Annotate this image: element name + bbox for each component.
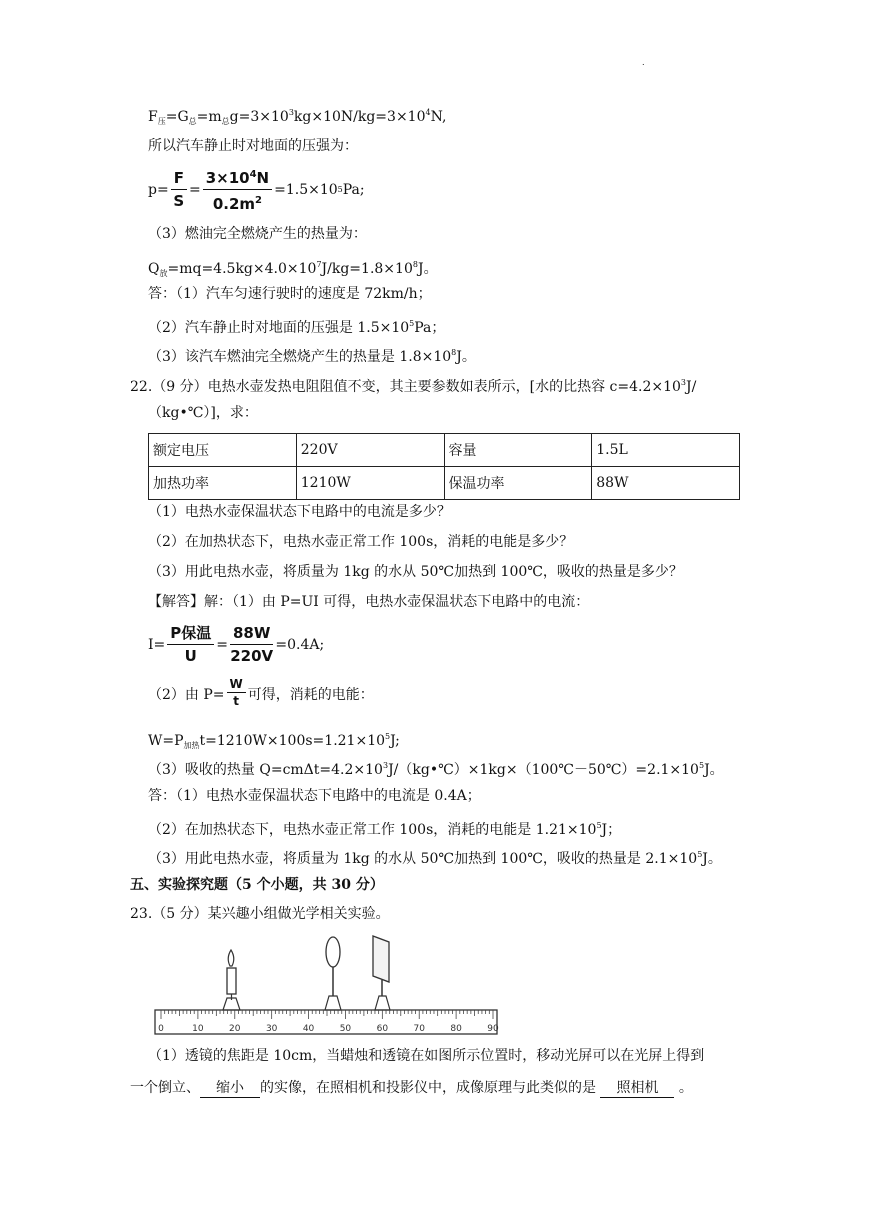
fraction-power-over-voltage: $\frac{\text{P保温}}{U}$ [167,622,214,667]
ruler-label: 30 [265,1024,278,1034]
q23-sub1-line-1: （1）透镜的焦距是 10cm，当蜡烛和透镜在如图所示位置时，移动光屏可以在光屏上得到 [148,1048,705,1064]
lens-icon [325,937,341,1010]
q23-sub1-line-2: 一个倒立、 缩小 的实像，在照相机和投影仪中，成像原理与此类似的是 照相机 。 [130,1080,693,1096]
ruler [155,1010,499,1034]
heat-intro: （3）燃油完全燃烧产生的热量为： [148,226,367,242]
table-cell: 加热功率 [149,467,297,500]
energy-formula-intro: （2）由 P= $\frac{W}{t}$ 可得，消耗的电能： [148,677,374,708]
q22-answer-1: 答：（1）电热水壶保温状态下电路中的电流是 0.4A； [148,788,481,804]
table-cell: 容量 [444,434,592,467]
q23-stem: 23.（5 分）某兴趣小组做光学相关实验。 [130,906,390,922]
screen-icon [373,936,390,1010]
kettle-parameter-table [148,433,740,500]
ruler-label: 40 [302,1024,315,1034]
answer-line-3: （3）该汽车燃油完全燃烧产生的热量是 $1.8\times 10^8J$。 [148,348,476,365]
section-heading: 五、实验探究题（5 个小题，共 30 分） [130,877,384,893]
pressure-intro: 所以汽车静止时对地面的压强为： [148,138,358,154]
answer-line-2: （2）汽车静止时对地面的压强是 $1.5\times 10^5Pa$； [148,319,446,336]
table-row [149,434,740,467]
force-equation: $F_压=G_总=m_总g=3\times 10^3kg\times 10N/kg=3\times 10^4N$, [148,108,447,126]
fraction-force-over-area: $\frac{3\times 10^4N}{0.2m^2}$ [203,164,272,215]
table-cell: 88W [592,467,740,500]
ruler-label: 70 [413,1024,425,1034]
energy-equation: $W=P_{加热}t=1210W\times 100s=1.21\times 10^5J$; [148,732,400,750]
table-cell: 额定电压 [149,434,297,467]
heat-absorbed-equation: （3）吸收的热量 $Q=cm\Delta t=4.2\times 10^3J/(kg•℃)\times 1kg\times(100℃-50℃)=2.1\times 10^5J$。 [148,761,724,778]
candle-icon [223,950,240,1010]
ruler-label: 0 [158,1024,164,1034]
optical-bench-figure [153,930,503,1040]
q22-answer-2: （2）在加热状态下，电热水壶正常工作 100s，消耗的电能是 $1.21\times 10^5J$； [148,821,622,838]
answer-blank-2[interactable]: 照相机 [600,1079,674,1098]
table-cell: 保温功率 [444,467,592,500]
table-cell: 1210W [296,467,444,500]
fraction-88w-over-220v: $\frac{88W}{220V}$ [230,624,274,665]
ruler-label: 20 [229,1024,241,1034]
pressure-equation: p= $\frac{F}{S}$ = $\frac{3\times 10^4N}{0.2m^2}$ =1.5×10 5 Pa; [148,164,365,215]
q22-sub-question-3: （3）用此电热水壶，将质量为 1kg 的水从 50℃加热到 100℃，吸收的热量是多少？ [148,564,683,580]
ruler-label: 50 [339,1024,352,1034]
current-equation: I= $\frac{\text{P保温}}{U}$ = $\frac{88W}{220V}$ =0.4A; [148,624,325,665]
q22-stem-line-2: （kg•℃）]，求： [148,405,258,421]
fraction-w-over-t: $\frac{W}{t}$ [227,677,246,710]
ruler-label: 60 [376,1024,389,1034]
q22-stem-line-1: 22.（9 分）电热水壶发热电阻阻值不变，其主要参数如表所示，[水的比热容 $c=4.2\times 10^3J/$ [130,378,697,395]
ruler-ticks [161,1010,493,1019]
table-row [149,467,740,500]
table-cell: 220V [296,434,444,467]
q22-sub-question-1: （1）电热水壶保温状态下电路中的电流是多少？ [148,504,451,520]
ruler-label: 80 [450,1024,462,1034]
q22-answer-3: （3）用此电热水壶，将质量为 1kg 的水从 50℃加热到 100℃，吸收的热量是 $2.1\times 10^5J$。 [148,850,722,867]
answer-line-1: 答：（1）汽车匀速行驶时的速度是 72km/h； [148,286,432,302]
heat-equation: $Q_放=mq=4.5kg\times 4.0\times 10^7J/kg=1.8\times 10^8J$。 [148,260,438,278]
q22-sub-question-2: （2）在加热状态下，电热水壶正常工作 100s，消耗的电能是多少？ [148,534,574,550]
q22-solution-intro: 【解答】解：（1）由 P=UI 可得，电热水壶保温状态下电路中的电流： [148,594,590,610]
ruler-labels [158,1024,499,1034]
ruler-label: 10 [192,1024,204,1034]
ruler-label: 90 [487,1024,499,1034]
header-mark: . [642,58,645,67]
answer-blank-1[interactable]: 缩小 [200,1079,260,1098]
fraction-f-over-s: $\frac{F}{S}$ [171,167,187,212]
table-cell: 1.5L [592,434,740,467]
